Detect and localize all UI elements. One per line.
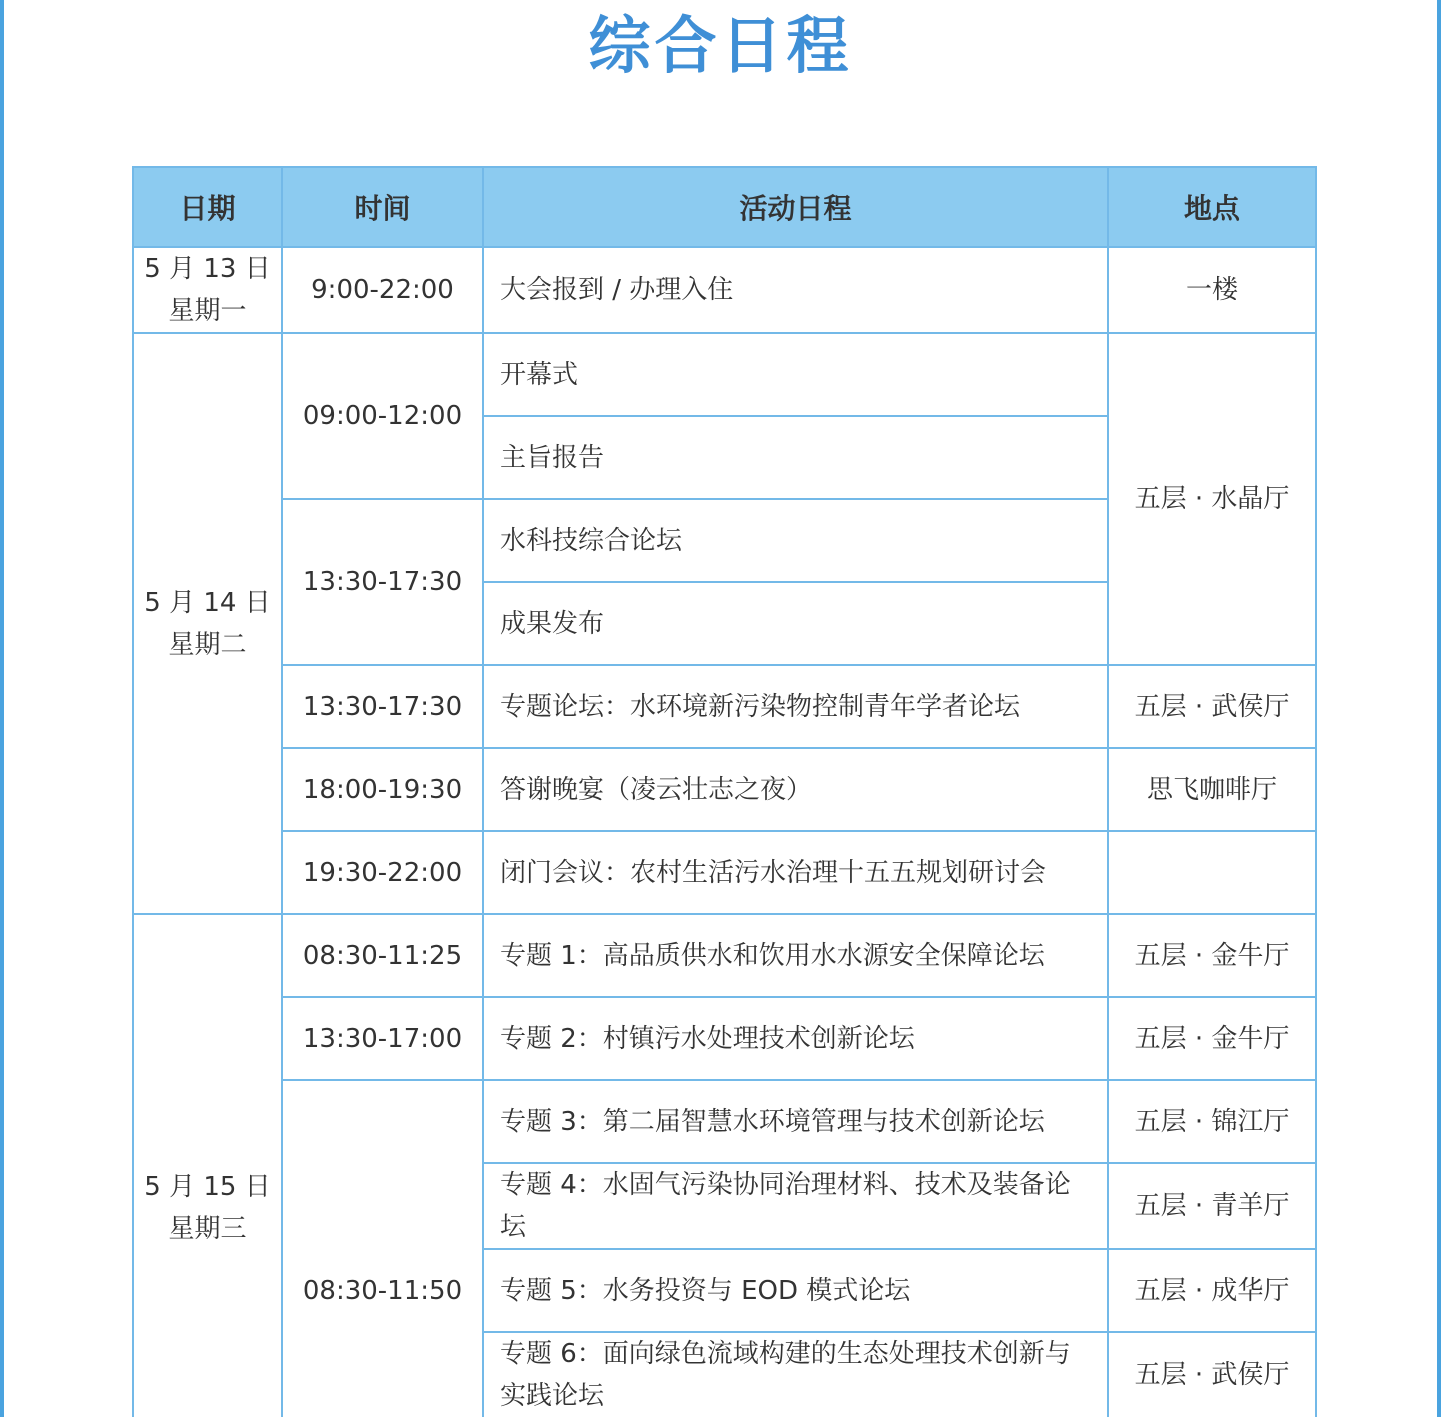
activity-cell: 成果发布 bbox=[483, 582, 1108, 665]
date-cell bbox=[133, 914, 282, 1417]
activity-cell: 专题 1：高品质供水和饮用水水源安全保障论坛 bbox=[483, 914, 1108, 997]
table-row bbox=[133, 247, 1316, 333]
activity-cell: 专题 5：水务投资与 EOD 模式论坛 bbox=[483, 1249, 1108, 1332]
location-cell: 思飞咖啡厅 bbox=[1108, 748, 1316, 831]
header-location: 地点 bbox=[1108, 167, 1316, 247]
location-cell bbox=[1108, 831, 1316, 914]
time-cell: 08:30-11:50 bbox=[282, 1080, 483, 1417]
location-cell: 五层 · 武侯厅 bbox=[1108, 1332, 1316, 1417]
date-text: 5 月 14 日 bbox=[144, 587, 271, 618]
table-row bbox=[133, 333, 1316, 416]
activity-cell: 专题 4：水固气污染协同治理材料、技术及装备论坛 bbox=[483, 1163, 1108, 1249]
location-cell: 五层 · 金牛厅 bbox=[1108, 914, 1316, 997]
table-row bbox=[133, 665, 1316, 748]
table-row bbox=[133, 997, 1316, 1080]
activity-cell: 主旨报告 bbox=[483, 416, 1108, 499]
time-cell: 9:00-22:00 bbox=[282, 247, 483, 333]
page-title: 综合日程 bbox=[588, 9, 853, 82]
date-text: 5 月 15 日 bbox=[144, 1171, 271, 1202]
activity-cell: 答谢晚宴（凌云壮志之夜） bbox=[483, 748, 1108, 831]
location-cell: 一楼 bbox=[1108, 247, 1316, 333]
date-cell bbox=[133, 247, 282, 333]
time-cell: 09:00-12:00 bbox=[282, 333, 483, 499]
table-row bbox=[133, 1080, 1316, 1163]
time-cell: 13:30-17:30 bbox=[282, 499, 483, 665]
time-cell: 18:00-19:30 bbox=[282, 748, 483, 831]
activity-cell: 专题论坛：水环境新污染物控制青年学者论坛 bbox=[483, 665, 1108, 748]
date-text: 5 月 13 日 bbox=[144, 254, 271, 284]
location-cell: 五层 · 水晶厅 bbox=[1108, 333, 1316, 665]
location-cell: 五层 · 青羊厅 bbox=[1108, 1163, 1316, 1249]
header-activity: 活动日程 bbox=[483, 167, 1108, 247]
time-cell: 13:30-17:30 bbox=[282, 665, 483, 748]
activity-cell: 专题 6：面向绿色流域构建的生态处理技术创新与实践论坛 bbox=[483, 1332, 1108, 1417]
activity-cell: 水科技综合论坛 bbox=[483, 499, 1108, 582]
date-cell bbox=[133, 333, 282, 914]
time-cell: 08:30-11:25 bbox=[282, 914, 483, 997]
header-time: 时间 bbox=[282, 167, 483, 247]
weekday-text: 星期一 bbox=[168, 296, 247, 326]
location-cell: 五层 · 成华厅 bbox=[1108, 1249, 1316, 1332]
activity-cell: 专题 2：村镇污水处理技术创新论坛 bbox=[483, 997, 1108, 1080]
activity-cell: 大会报到 / 办理入住 bbox=[483, 247, 1108, 333]
time-cell: 19:30-22:00 bbox=[282, 831, 483, 914]
location-cell: 五层 · 锦江厅 bbox=[1108, 1080, 1316, 1163]
activity-cell: 专题 3：第二届智慧水环境管理与技术创新论坛 bbox=[483, 1080, 1108, 1163]
weekday-text: 星期三 bbox=[168, 1213, 247, 1244]
time-cell: 13:30-17:00 bbox=[282, 997, 483, 1080]
schedule-table bbox=[132, 166, 1317, 1417]
location-cell: 五层 · 武侯厅 bbox=[1108, 665, 1316, 748]
location-cell: 五层 · 金牛厅 bbox=[1108, 997, 1316, 1080]
table-header-row bbox=[133, 167, 1316, 247]
weekday-text: 星期二 bbox=[168, 629, 247, 660]
table-row bbox=[133, 748, 1316, 831]
table-row bbox=[133, 831, 1316, 914]
header-date: 日期 bbox=[133, 167, 282, 247]
activity-cell: 开幕式 bbox=[483, 333, 1108, 416]
table-row bbox=[133, 914, 1316, 997]
activity-cell: 闭门会议：农村生活污水治理十五五规划研讨会 bbox=[483, 831, 1108, 914]
